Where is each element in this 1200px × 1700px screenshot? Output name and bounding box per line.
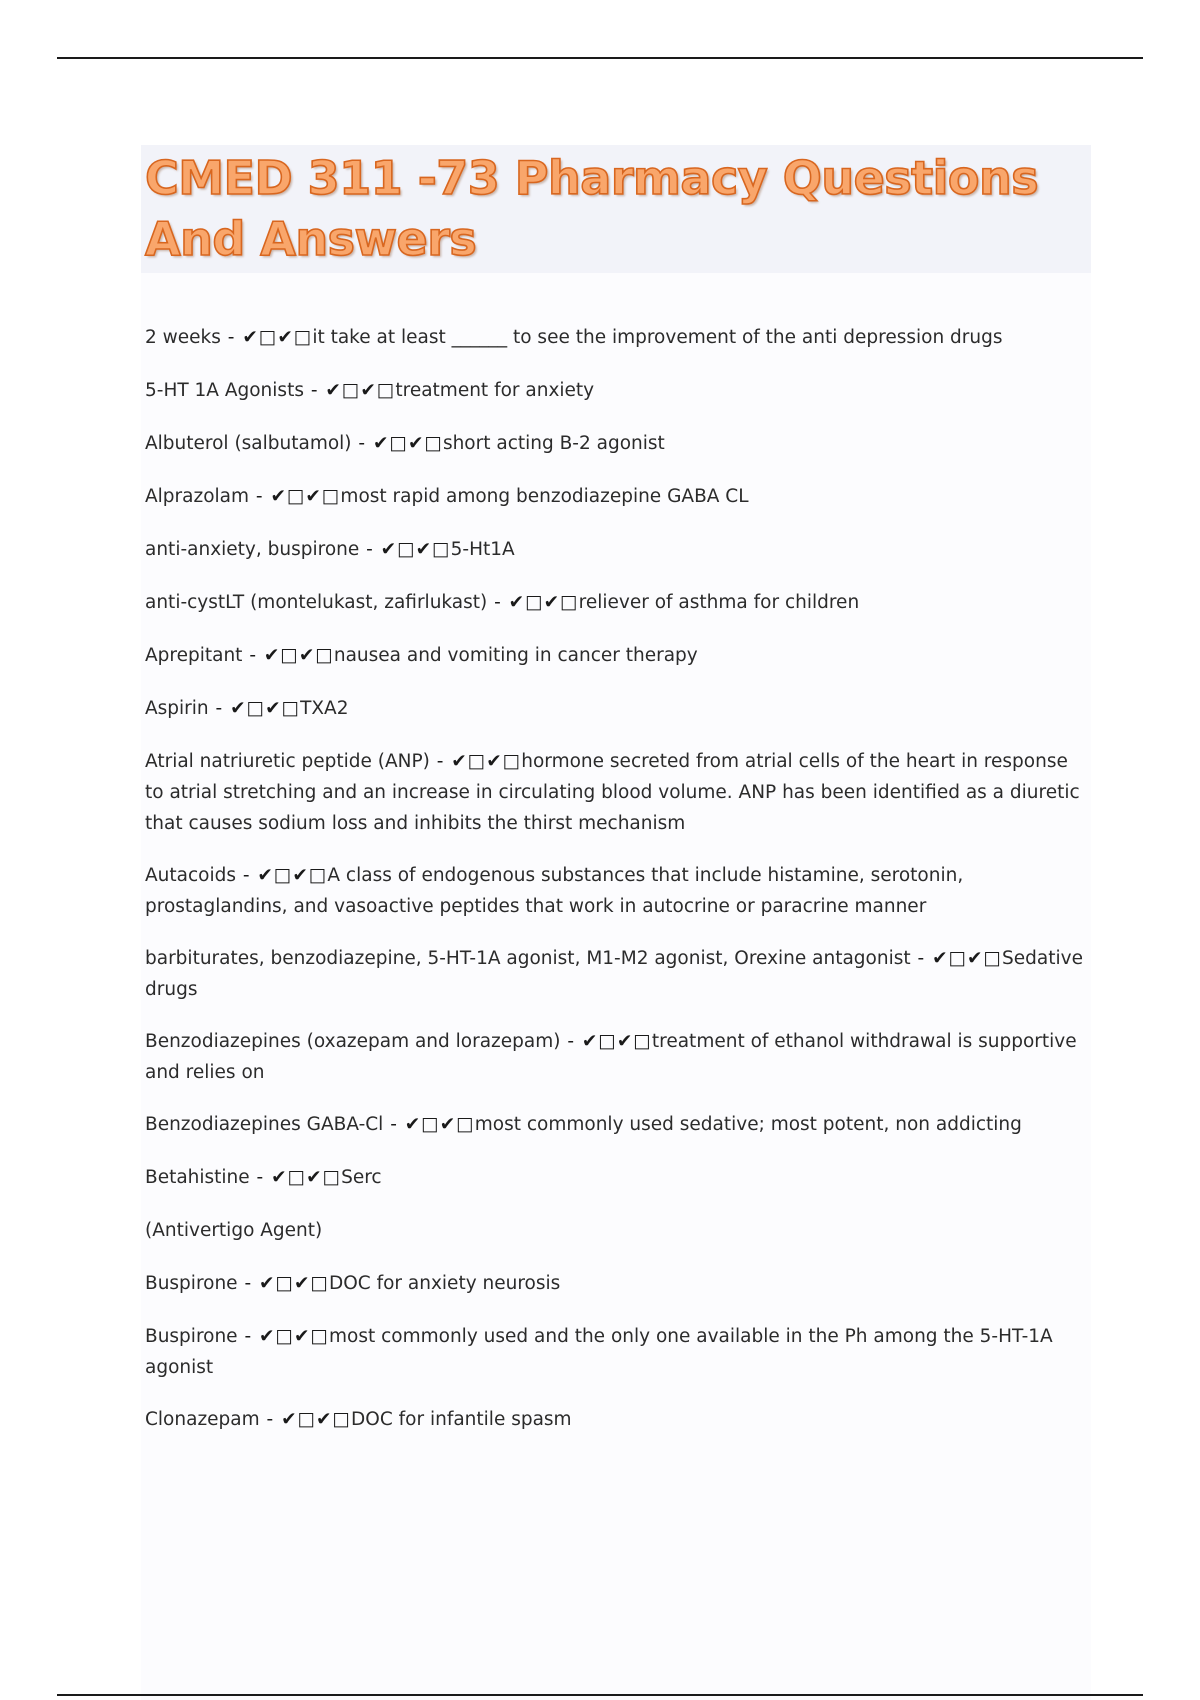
- qa-term: Buspirone: [145, 1273, 238, 1294]
- qa-item: [145, 481, 1090, 512]
- qa-answer: DOC for infantile spasm: [351, 1409, 572, 1430]
- qa-separator: - ✔□✔□: [249, 1167, 342, 1188]
- qa-item: [145, 860, 1090, 922]
- qa-answer: treatment for anxiety: [395, 380, 595, 401]
- qa-separator: - ✔□✔□: [237, 1326, 329, 1347]
- qa-answer: most commonly used sedative; most potent, non addicting: [474, 1114, 1022, 1135]
- qa-term: Autacoids: [145, 865, 236, 886]
- qa-separator: - ✔□✔□: [208, 698, 301, 719]
- qa-term: Benzodiazepines (oxazepam and lorazepam): [145, 1031, 561, 1052]
- qa-item: [145, 943, 1090, 1005]
- qa-term: barbiturates, benzodiazepine, 5-HT-1A agonist, M1-M2 agonist, Orexine antagonist: [145, 948, 911, 969]
- qa-item: [145, 428, 1090, 459]
- qa-item: [145, 1321, 1090, 1383]
- qa-item: [145, 375, 1090, 406]
- qa-answer: TXA2: [300, 698, 349, 719]
- qa-item: [145, 534, 1090, 565]
- qa-term: anti-cystLT (montelukast, zafirlukast): [145, 592, 488, 613]
- qa-answer: 5-Ht1A: [450, 539, 515, 560]
- qa-answer: nausea and vomiting in cancer therapy: [333, 645, 698, 666]
- qa-separator: - ✔□✔□: [910, 948, 1003, 969]
- qa-answer: most commonly used and the only one available in the Ph among the 5-HT-1A agonist: [145, 1326, 1053, 1378]
- qa-answer: most rapid among benzodiazepine GABA CL: [340, 486, 749, 507]
- header-rule: [57, 57, 1143, 59]
- document-title: CMED 311 -73 Pharmacy Questions And Answers: [145, 151, 1039, 266]
- qa-answer: Serc: [341, 1167, 382, 1188]
- qa-term: Alprazolam: [145, 486, 250, 507]
- qa-item: [145, 1162, 1090, 1193]
- qa-item: [145, 746, 1090, 839]
- qa-term: Betahistine: [145, 1167, 250, 1188]
- qa-item: [145, 322, 1090, 353]
- qa-answer: it take at least ______ to see the improvement of the anti depression drugs: [312, 327, 1003, 348]
- qa-separator: - ✔□✔□: [351, 433, 443, 454]
- qa-separator: - ✔□✔□: [242, 645, 334, 666]
- qa-item: [145, 1026, 1090, 1088]
- qa-separator: - ✔□✔□: [560, 1031, 652, 1052]
- qa-separator: - ✔□✔□: [383, 1114, 475, 1135]
- qa-item: [145, 1268, 1090, 1299]
- qa-term: anti-anxiety, buspirone: [145, 539, 360, 560]
- qa-separator: - ✔□✔□: [220, 327, 313, 348]
- qa-term: Benzodiazepines GABA-Cl: [145, 1114, 384, 1135]
- qa-separator: - ✔□✔□: [249, 486, 341, 507]
- qa-separator: - ✔□✔□: [303, 380, 396, 401]
- qa-answer: short acting B-2 agonist: [442, 433, 665, 454]
- qa-term: Buspirone: [145, 1326, 238, 1347]
- qa-item: [145, 640, 1090, 671]
- qa-note: (Antivertigo Agent): [145, 1220, 323, 1241]
- qa-answer: Sedative drugs: [145, 948, 1083, 1000]
- qa-item: [145, 587, 1090, 618]
- qa-term: 5-HT 1A Agonists: [145, 380, 304, 401]
- qa-answer: DOC for anxiety neurosis: [328, 1273, 561, 1294]
- qa-separator: - ✔□✔□: [487, 592, 579, 613]
- qa-item: [145, 1109, 1090, 1140]
- qa-list: [145, 322, 1090, 1457]
- qa-separator: - ✔□✔□: [235, 865, 328, 886]
- qa-answer: reliever of asthma for children: [578, 592, 860, 613]
- qa-separator: - ✔□✔□: [259, 1409, 352, 1430]
- qa-answer: hormone secreted from atrial cells of the heart in response to atrial stretching and an increase in circulating blood volume. ANP has been identified as a diuretic that causes sodium loss and inhibits the thirst mechanism: [145, 751, 1080, 834]
- qa-term: Aprepitant: [145, 645, 243, 666]
- qa-item: [145, 1404, 1090, 1435]
- qa-term: Clonazepam: [145, 1409, 260, 1430]
- qa-item: [145, 693, 1090, 724]
- qa-separator: - ✔□✔□: [429, 751, 522, 772]
- qa-term: 2 weeks: [145, 327, 221, 348]
- qa-answer: A class of endogenous substances that include histamine, serotonin, prostaglandins, and vasoactive peptides that work in autocrine or paracrine manner: [145, 865, 964, 917]
- qa-term: Albuterol (salbutamol): [145, 433, 352, 454]
- qa-separator: - ✔□✔□: [359, 539, 451, 560]
- footer-rule: [57, 1694, 1143, 1696]
- qa-term: Aspirin: [145, 698, 209, 719]
- qa-answer: treatment of ethanol withdrawal is supportive and relies on: [145, 1031, 1077, 1083]
- qa-term: Atrial natriuretic peptide (ANP): [145, 751, 430, 772]
- qa-separator: - ✔□✔□: [237, 1273, 329, 1294]
